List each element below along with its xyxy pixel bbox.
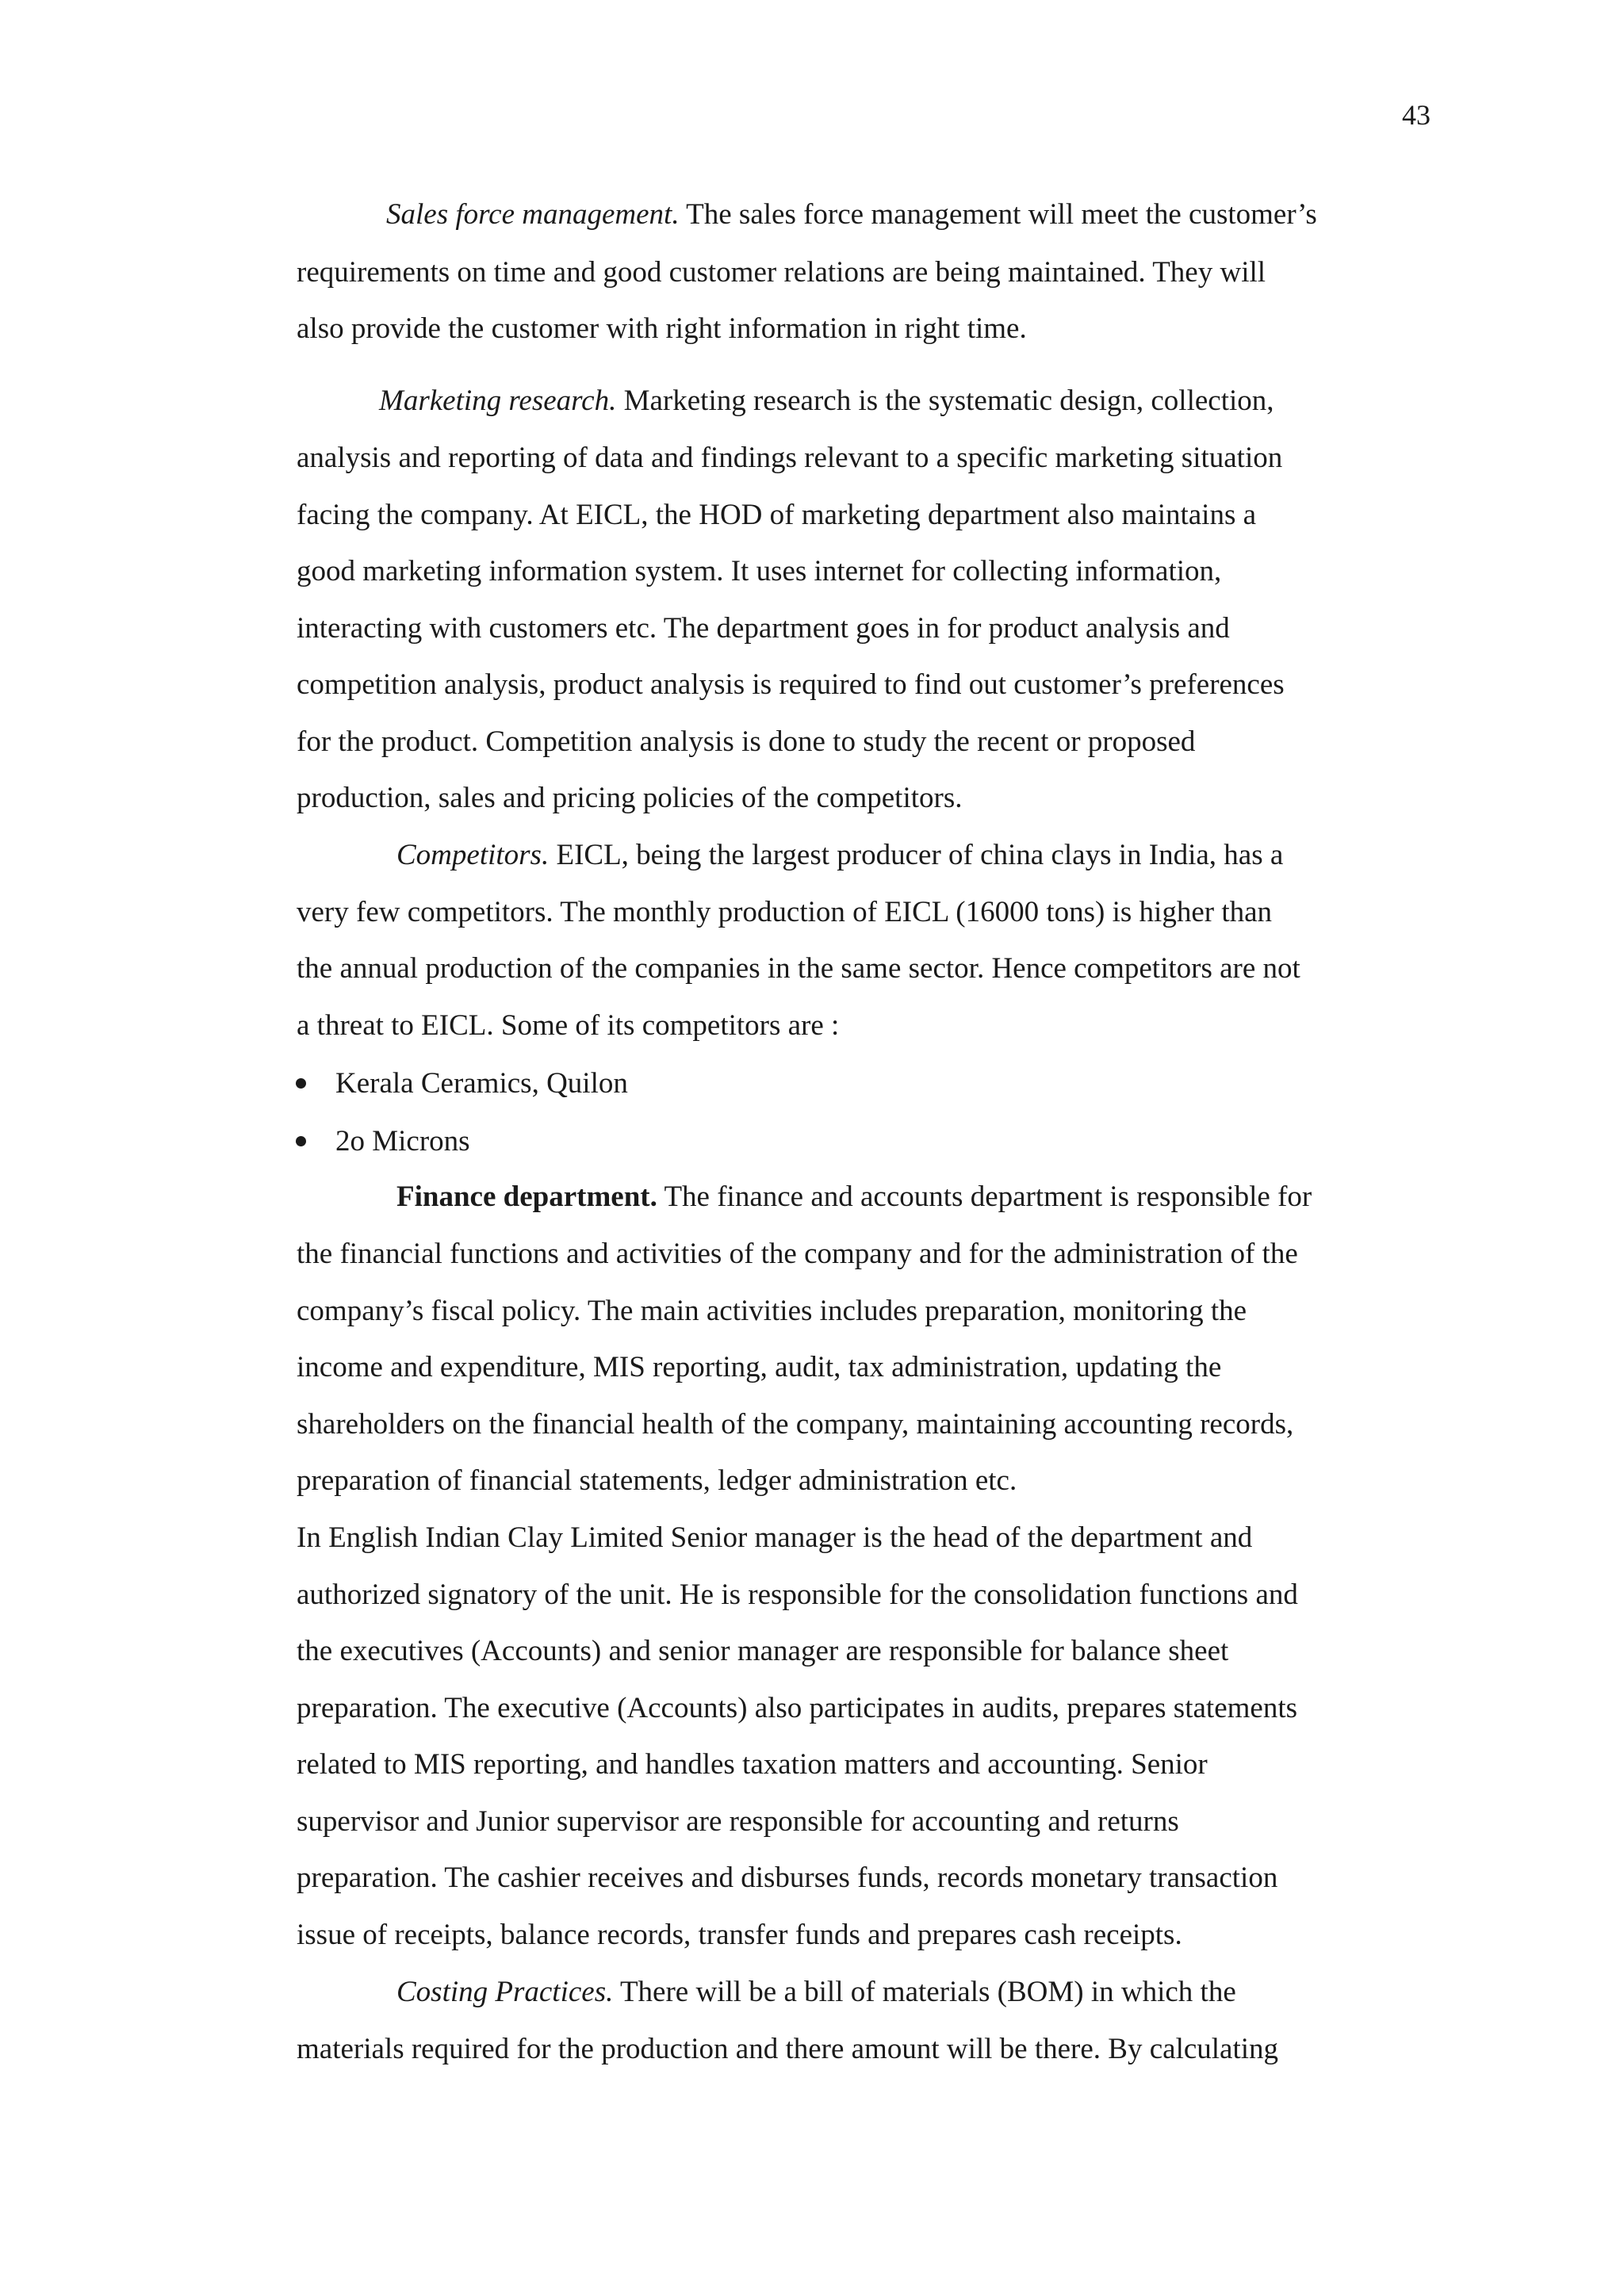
sales-force-heading: Sales force management. bbox=[386, 198, 680, 231]
finance-line-4: income and expenditure, MIS reporting, audit, tax administration, updating the bbox=[297, 1351, 1222, 1383]
sales-force-line-2: requirements on time and good customer relations are being maintained. They will bbox=[297, 256, 1266, 289]
finance-p2-line-5: related to MIS reporting, and handles taxation matters and accounting. Senior bbox=[297, 1748, 1208, 1781]
marketing-research-heading: Marketing research. bbox=[379, 385, 617, 417]
finance-line-5: shareholders on the financial health of the company, maintaining accounting records, bbox=[297, 1408, 1294, 1441]
marketing-line-3: facing the company. At EICL, the HOD of marketing department also maintains a bbox=[297, 499, 1257, 531]
marketing-line-7: for the product. Competition analysis is done to study the recent or proposed bbox=[297, 725, 1196, 758]
costing-heading: Costing Practices. bbox=[396, 1976, 614, 2008]
marketing-line-2: analysis and reporting of data and findings relevant to a specific marketing situation bbox=[297, 442, 1283, 474]
sales-force-line-1: Sales force management. The sales force management will meet the customer’s bbox=[386, 198, 1317, 231]
competitors-heading: Competitors. bbox=[396, 839, 550, 871]
competitors-line-2: very few competitors. The monthly production of EICL (16000 tons) is higher than bbox=[297, 896, 1273, 928]
competitors-line-1: Competitors. EICL, being the largest producer of china clays in India, has a bbox=[396, 839, 1284, 871]
bullet-dot bbox=[296, 1136, 306, 1146]
sales-force-line-3: also provide the customer with right information in right time. bbox=[297, 312, 1027, 345]
costing-line-1: Costing Practices. There will be a bill of materials (BOM) in which the bbox=[396, 1976, 1236, 2008]
finance-line-3: company’s fiscal policy. The main activities includes preparation, monitoring the bbox=[297, 1295, 1247, 1327]
marketing-line-4: good marketing information system. It uses internet for collecting information, bbox=[297, 555, 1222, 587]
competitors-line-4: a threat to EICL. Some of its competitors are : bbox=[297, 1009, 840, 1042]
marketing-line-8: production, sales and pricing policies of the competitors. bbox=[297, 782, 963, 814]
page-number: 43 bbox=[1402, 99, 1431, 131]
marketing-line-1: Marketing research. Marketing research is the systematic design, collection, bbox=[379, 385, 1274, 417]
finance-p2-line-2: authorized signatory of the unit. He is responsible for the consolidation functions and bbox=[297, 1578, 1298, 1611]
finance-line-2: the financial functions and activities of the company and for the administration of the bbox=[297, 1238, 1298, 1270]
finance-p2-line-6: supervisor and Junior supervisor are responsible for accounting and returns bbox=[297, 1805, 1179, 1838]
finance-p2-line-7: preparation. The cashier receives and disburses funds, records monetary transaction bbox=[297, 1862, 1278, 1894]
competitors-line-3: the annual production of the companies in the same sector. Hence competitors are not bbox=[297, 952, 1300, 985]
bullet-item: Kerala Ceramics, Quilon bbox=[335, 1067, 628, 1100]
finance-line-1: Finance department. The finance and accounts department is responsible for bbox=[396, 1181, 1312, 1213]
finance-line-6: preparation of financial statements, ledger administration etc. bbox=[297, 1464, 1017, 1497]
finance-p2-line-4: preparation. The executive (Accounts) also participates in audits, prepares statements bbox=[297, 1692, 1297, 1724]
finance-heading: Finance department. bbox=[396, 1181, 657, 1213]
finance-p2-line-3: the executives (Accounts) and senior manager are responsible for balance sheet bbox=[297, 1635, 1229, 1667]
finance-p2-line-1: In English Indian Clay Limited Senior manager is the head of the department and bbox=[297, 1521, 1253, 1554]
costing-line-2: materials required for the production and there amount will be there. By calculating bbox=[297, 2033, 1279, 2065]
finance-p2-line-8: issue of receipts, balance records, transfer funds and prepares cash receipts. bbox=[297, 1919, 1182, 1951]
bullet-dot bbox=[296, 1078, 306, 1089]
bullet-item: 2o Microns bbox=[335, 1125, 470, 1158]
marketing-line-5: interacting with customers etc. The department goes in for product analysis and bbox=[297, 612, 1230, 645]
marketing-line-6: competition analysis, product analysis is required to find out customer’s preferences bbox=[297, 668, 1285, 701]
